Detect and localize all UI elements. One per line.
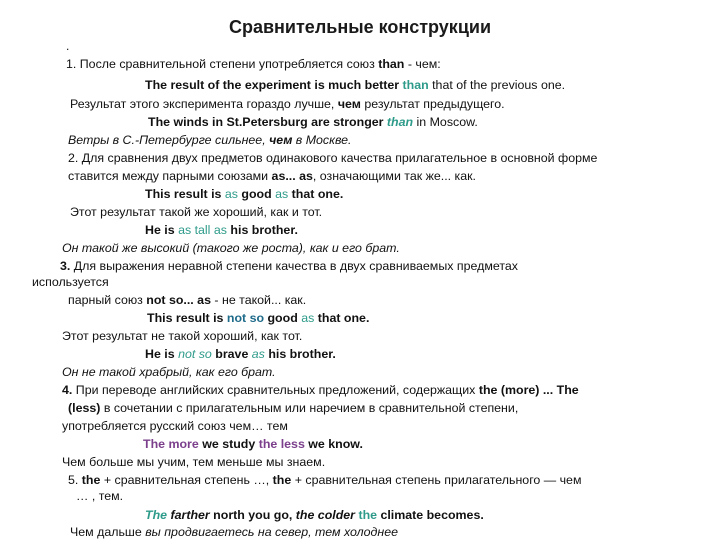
example-7-b: we study <box>198 437 259 451</box>
example-3-as-2: as <box>275 187 289 201</box>
example-3-b: that one. <box>288 187 344 201</box>
rule-3-line-1 <box>60 260 518 272</box>
example-1-a: The result of the experiment is much better <box>145 78 403 92</box>
example-5-good: good <box>264 311 302 325</box>
example-3-good: good <box>237 187 276 201</box>
rule-4-line-2-b: в сочетании с прилагательным или наречием в сравнительной степени, <box>100 401 519 415</box>
rule-4-line-1-a: При переводе английских сравнительных предложений, содержащих <box>72 383 479 397</box>
rule-5-line-1-c: + сравнительная степень прилагательного — чем <box>291 473 582 487</box>
example-5-a: This result is <box>147 311 227 325</box>
translation-4: Он такой же высокий (такого же роста), как и его брат. <box>62 241 400 255</box>
rule-4-number: 4. <box>62 383 73 397</box>
translation-2-b: в Москве. <box>292 133 352 147</box>
translation-7: Чем больше мы учим, тем меньше мы знаем. <box>62 455 326 469</box>
example-6-a: He is <box>145 347 179 361</box>
example-8-mid: north you go, <box>209 508 296 522</box>
example-7 <box>143 438 363 450</box>
rule-1-text: 1. После сравнительной степени употребляется союз <box>66 57 379 71</box>
rule-2-as-as: as... as <box>271 169 313 183</box>
translation-8 <box>70 526 398 538</box>
example-5 <box>147 312 369 324</box>
rule-5-line-1-b: + сравнительная степень …, <box>100 473 273 487</box>
example-4-b: his brother. <box>226 223 298 237</box>
example-1-than: than <box>402 78 429 92</box>
rule-5-line-2: … , тем. <box>76 489 124 503</box>
rule-3-number: 3. <box>60 259 71 273</box>
example-8-farther: farther <box>167 508 210 522</box>
rule-5-number: 5. <box>68 473 82 487</box>
translation-5: Этот результат не такой хороший, как тот. <box>62 329 303 343</box>
example-6-brave: brave <box>211 347 252 361</box>
example-2-b: in Moscow. <box>413 115 478 129</box>
translation-1-a: Результат этого эксперимента гораздо лучше, <box>70 97 338 111</box>
example-1-b: that of the previous one. <box>428 78 566 92</box>
rule-5-the-2: the <box>272 473 292 487</box>
example-6-b: his brother. <box>264 347 336 361</box>
example-7-the-less: the less <box>258 437 305 451</box>
rule-3-line-1-text: Для выражения неравной степени качества в двух сравниваемых предметах <box>70 259 518 273</box>
page-title: Сравнительные конструкции <box>228 17 492 37</box>
rule-2-line-1: 2. Для сравнения двух предметов одинакового качества прилагательное в основной форме <box>68 151 598 165</box>
translation-1-end: результат предыдущего. <box>360 97 505 111</box>
example-4 <box>145 224 298 236</box>
rule-4-line-2 <box>68 402 518 414</box>
translation-2 <box>68 134 352 146</box>
rule-1-than: than <box>378 57 405 71</box>
rule-2-line-2-a: ставится между парными союзами <box>68 169 272 183</box>
rule-3-line-3 <box>68 294 306 306</box>
example-4-as-1: as <box>178 223 192 237</box>
example-5-as: as <box>301 311 315 325</box>
rule-5-the-1: the <box>81 473 101 487</box>
translation-6: Он не такой храбрый, как его брат. <box>62 365 276 379</box>
example-1 <box>145 79 565 91</box>
translation-2-chem: чем <box>269 133 293 147</box>
rule-3-line-2: используется <box>32 275 109 289</box>
rule-1-end: - чем: <box>404 57 441 71</box>
example-2 <box>148 116 478 128</box>
example-8-the-colder: the colder <box>295 508 355 522</box>
example-6-as: as <box>251 347 265 361</box>
rule-2-line-2 <box>68 170 476 182</box>
rule-4-line-3: употребляется русский союз чем… тем <box>62 419 288 433</box>
example-3-a: This result is <box>145 187 225 201</box>
example-4-tall: tall <box>191 223 214 237</box>
example-7-d: we know. <box>304 437 363 451</box>
example-4-a: He is <box>145 223 179 237</box>
rule-3-line-3-a: парный союз <box>68 293 147 307</box>
rule-3-not-so-as: not so... as <box>146 293 211 307</box>
example-8-the-1: The <box>145 508 168 522</box>
example-4-as-2: as <box>213 223 227 237</box>
rule-1 <box>66 58 441 70</box>
rule-5-line-1 <box>68 474 581 486</box>
example-8-end: climate becomes. <box>377 508 484 522</box>
example-3 <box>145 188 343 200</box>
rule-4-line-1 <box>62 384 579 396</box>
example-6-not-so: not so <box>178 347 212 361</box>
example-7-the-more: The more <box>143 437 199 451</box>
stray-dot: . <box>66 39 70 53</box>
example-2-than: than <box>386 115 414 129</box>
example-2-a: The winds in St.Petersburg are stronger <box>148 115 387 129</box>
rule-4-less: (less) <box>68 401 101 415</box>
rule-4-the-more-the: the (more) ... The <box>478 383 579 397</box>
example-5-not-so: not so <box>226 311 265 325</box>
rule-3-line-3-b: - не такой... как. <box>210 293 307 307</box>
translation-2-a: Ветры в С.-Петербурге сильнее, <box>68 133 270 147</box>
example-5-b: that one. <box>314 311 370 325</box>
translation-8-a: Чем дальше <box>70 525 146 539</box>
translation-1 <box>70 98 505 110</box>
example-6 <box>145 348 336 360</box>
example-8 <box>145 509 484 521</box>
translation-8-b: вы продвигаетесь на север, тем холоднее <box>145 525 398 539</box>
translation-3: Этот результат такой же хороший, как и тот. <box>70 205 323 219</box>
rule-2-line-2-b: , означающими так же... как. <box>312 169 476 183</box>
translation-1-chem: чем <box>337 97 361 111</box>
example-3-as-1: as <box>224 187 238 201</box>
example-8-the-3: the <box>355 508 378 522</box>
